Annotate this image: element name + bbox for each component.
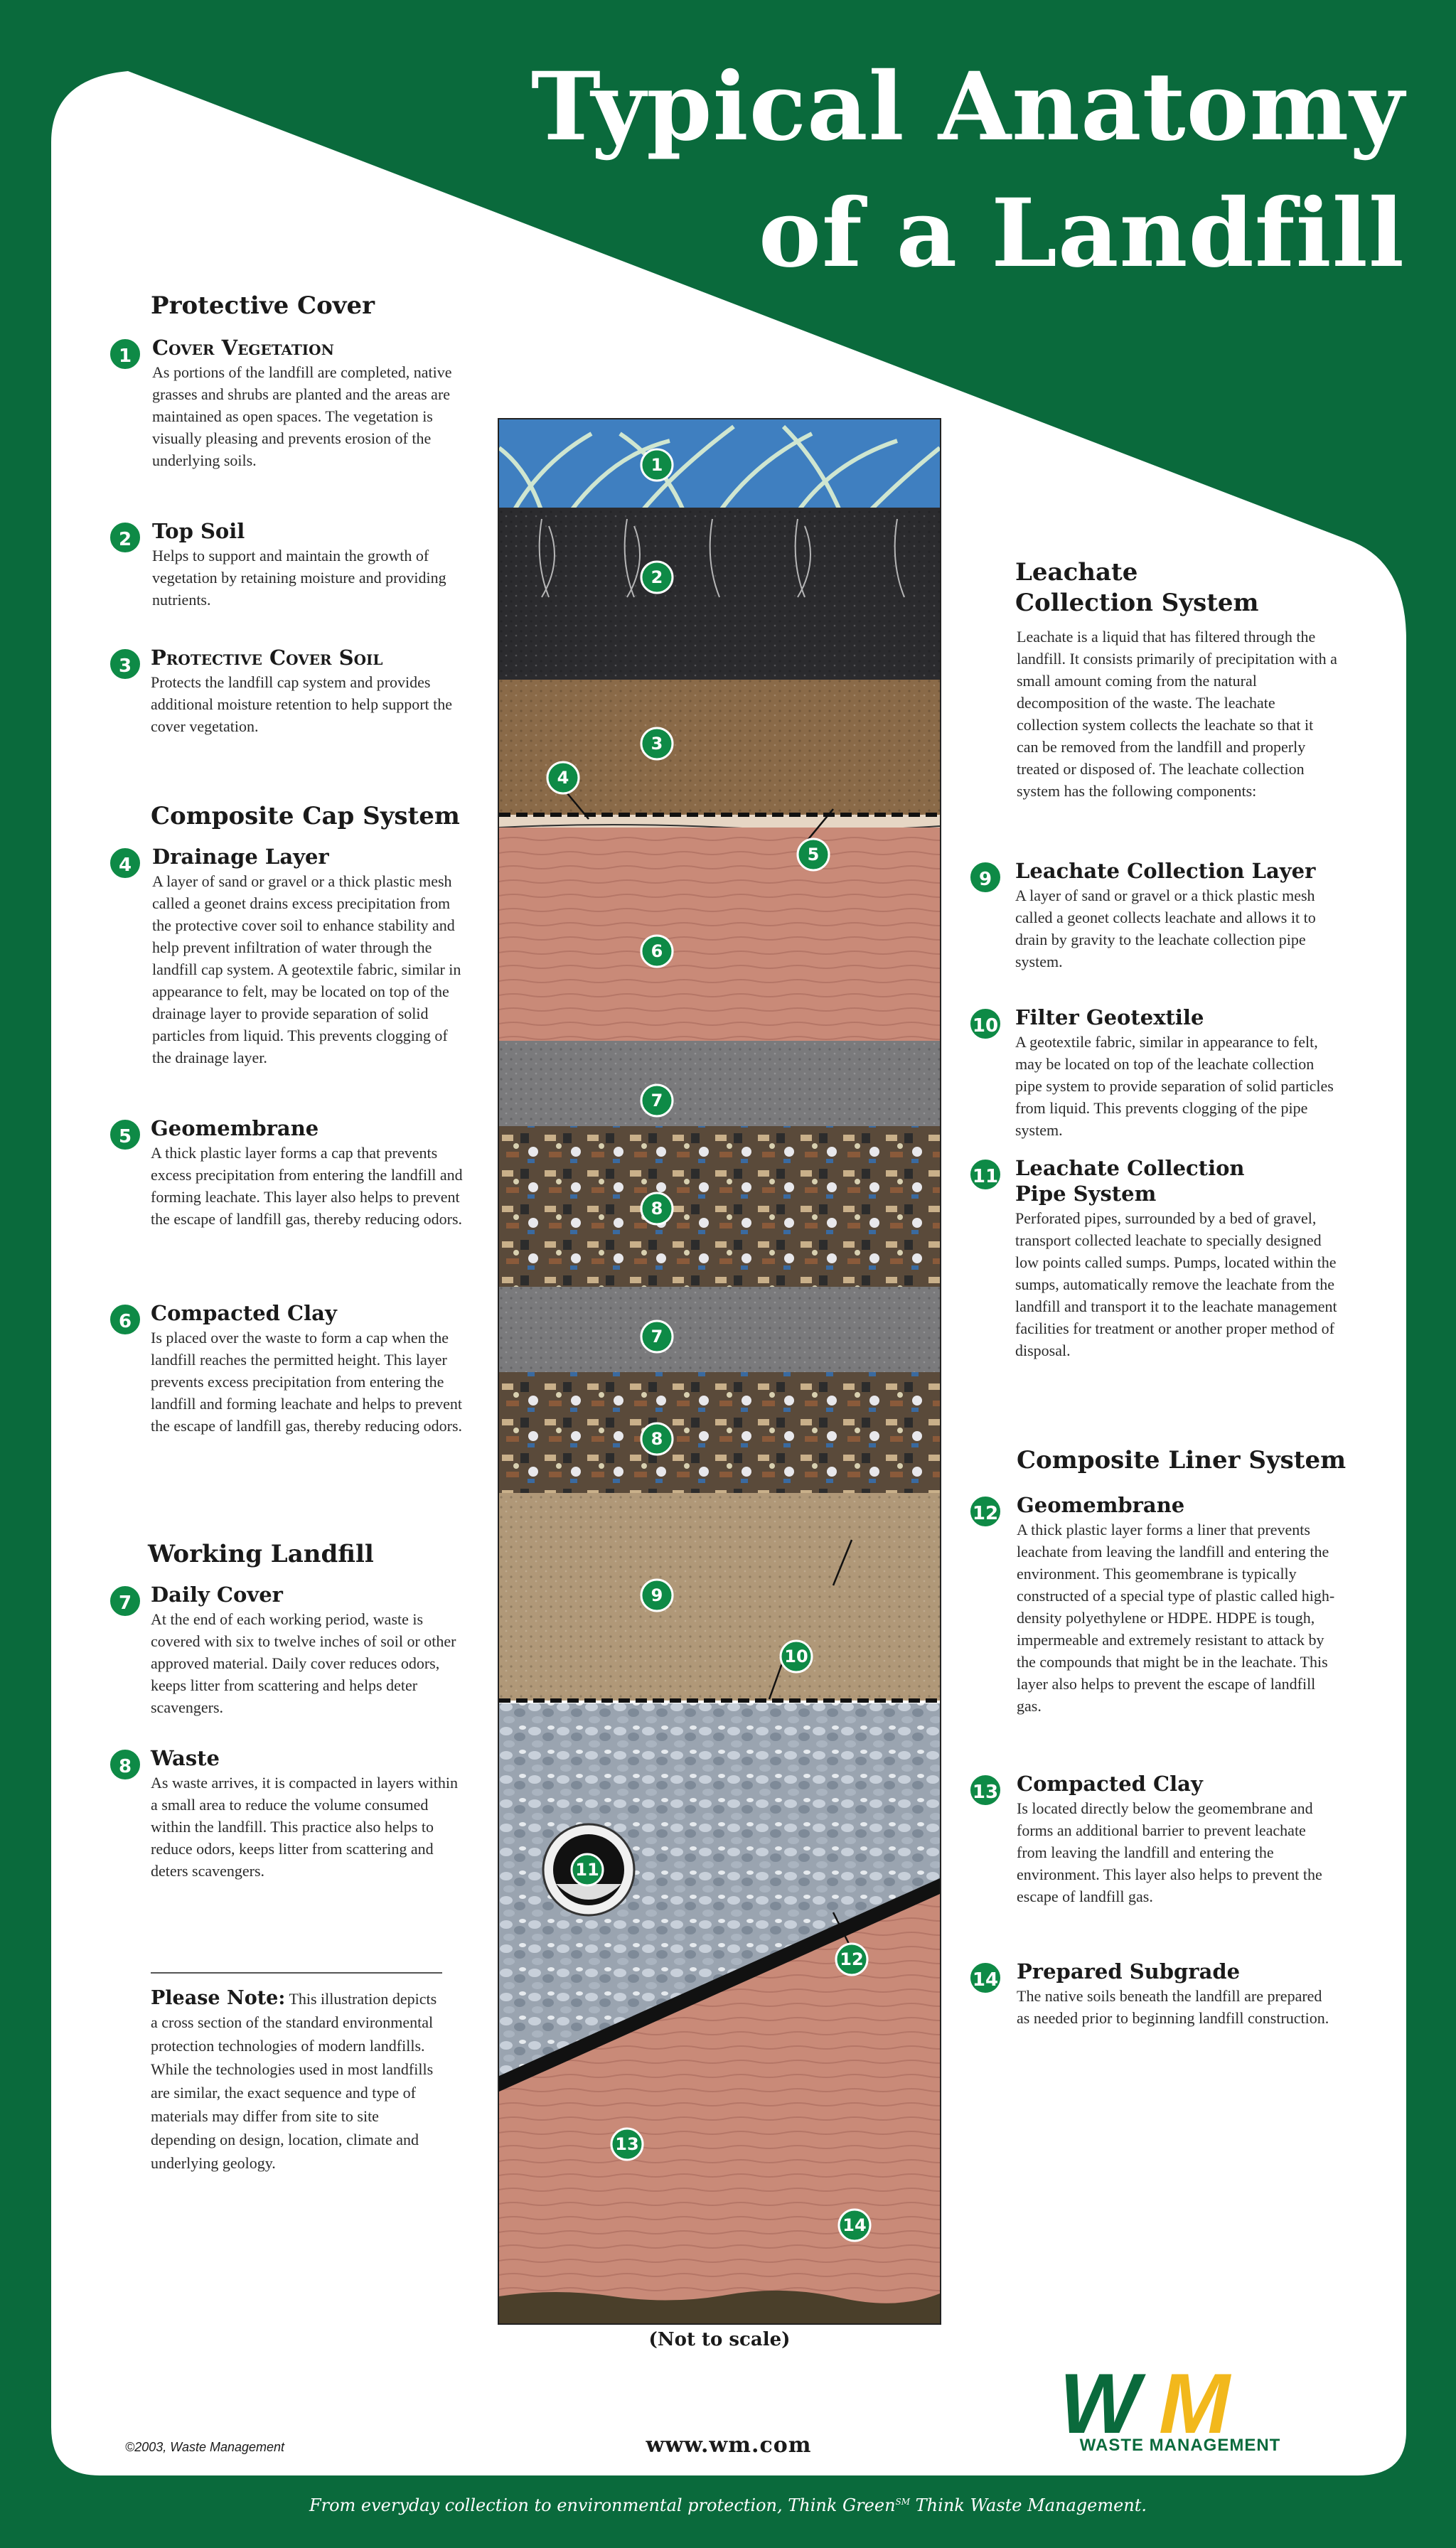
diagram-label-1 [641, 449, 673, 481]
layer-vegetation [499, 419, 940, 512]
diagram-label-14 [839, 2210, 870, 2241]
item-title: Protective Cover Soil [151, 646, 383, 670]
item-title: Top Soil [152, 519, 245, 543]
number-badge: 1 [108, 337, 142, 371]
svg-text:8: 8 [651, 1429, 663, 1449]
tagline-start: From everyday collection to environmental protection, Think Green [309, 2495, 896, 2515]
item-description: Is located directly below the geomembrane and forms an additional barrier to prevent leachate from leaving the landfill and entering the environment. This layer also helps to prevent the escape of landfill gas. [1017, 1799, 1322, 1905]
item-title-line-2: Pipe System [1015, 1182, 1157, 1206]
diagram-label-7 [641, 1321, 673, 1352]
svg-text:8: 8 [651, 1199, 663, 1219]
website-link[interactable]: www.wm.com [646, 2433, 812, 2458]
item-title: Drainage Layer [152, 845, 329, 869]
item-description: The native soils beneath the landfill are prepared as needed prior to beginning landfill construction. [1017, 1987, 1329, 2027]
item-description: Is placed over the waste to form a cap when the landfill reaches the permitted height. This layer prevents excess precipitation from entering the landfill and forming leachate and helps to prevent the escape of landfill gas, thereby reducing odors. [151, 1329, 463, 1435]
item-title: Geomembrane [1017, 1493, 1185, 1517]
legend-item-1 [108, 336, 456, 471]
item-title: Cover Vegetation [152, 336, 334, 360]
number-badge: 13 [968, 1773, 1002, 1807]
please-note [151, 1986, 442, 2175]
svg-text:9: 9 [651, 1585, 663, 1605]
number-badge: 8 [108, 1747, 142, 1782]
service-mark: SM [895, 2497, 911, 2507]
section-heading-composite-cap: Composite Cap System [151, 802, 460, 830]
svg-text:7: 7 [651, 1327, 663, 1347]
svg-text:12: 12 [840, 1949, 864, 1969]
item-description: A layer of sand or gravel or a thick plastic mesh called a geonet drains excess precipitation from the protective cover soil to enhance stability and help prevent infiltration of water through the landfill cap system. A geotextile fabric, similar in appearance to felt, may be located on top of the drainage layer to provide separation of solid particles from liquid. This prevents clogging of the drainage layer. [152, 872, 461, 1066]
page-title [531, 44, 1405, 297]
cross-section-svg [499, 419, 940, 2323]
title-line-2: of a Landfill [758, 178, 1405, 289]
svg-text:6: 6 [651, 941, 663, 961]
section-heading-composite-liner: Composite Liner System [1017, 1446, 1347, 1474]
number-badge: 5 [108, 1118, 142, 1152]
section-heading-protective-cover: Protective Cover [151, 291, 375, 320]
svg-text:13: 13 [615, 2134, 639, 2154]
svg-text:14: 14 [842, 2215, 867, 2235]
number-badge: 6 [108, 1302, 142, 1337]
item-title: Waste [151, 1746, 220, 1770]
svg-text:1: 1 [651, 455, 663, 475]
number-badge: 3 [108, 647, 142, 681]
number-badge: 2 [108, 520, 142, 555]
diagram-label-2 [641, 562, 673, 593]
divider [151, 1972, 442, 1974]
svg-text:11: 11 [575, 1860, 599, 1880]
heading-line-2: Collection System [1015, 589, 1259, 617]
diagram-label-12 [836, 1944, 867, 1975]
diagram-label-7 [641, 1085, 673, 1116]
legend-item-8 [108, 1746, 464, 1882]
item-description: As portions of the landfill are completed, native grasses and shrubs are planted and the areas are maintained as open spaces. The vegetation is visually pleasing and prevents erosion of the underlying soils. [152, 363, 452, 469]
note-text: This illustration depicts a cross section of the standard environmental protection technologies of modern landfills. While the technologies used in most landfills are similar, the exact sequence and type of materials may differ from site to site depending on design, location, climate and underlying geology. [151, 1990, 437, 2172]
item-title: Compacted Clay [151, 1301, 337, 1325]
diagram-label-10 [781, 1641, 812, 1672]
item-description: As waste arrives, it is compacted in layers within a small area to reduce the volume consumed within the landfill. This practice also helps to reduce odors, keeps litter from scattering and deters scavengers. [151, 1774, 458, 1880]
svg-text:10: 10 [784, 1647, 808, 1666]
tagline-end: Think Waste Management. [910, 2495, 1147, 2515]
diagram-label-8 [641, 1193, 673, 1224]
legend-item-4 [108, 845, 464, 1069]
item-description: A thick plastic layer forms a liner that prevents leachate from leaving the landfill and entering the environment. This geomembrane is typically constructed of a special type of plastic called high-density polyethylene or HDPE. HDPE is tough, impermeable and extremely resistant to attack by the compounds that might be in the leachate. This layer also helps to prevent the escape of landfill gas. [1017, 1521, 1335, 1715]
number-badge: 4 [108, 846, 142, 880]
tagline [0, 2495, 1456, 2515]
section-heading-leachate-collection [1015, 557, 1259, 619]
item-description: A thick plastic layer forms a cap that prevents excess precipitation from entering the landfill and forming leachate. This layer also helps to prevent the escape of landfill gas, thereby reducing odors. [151, 1144, 463, 1228]
number-badge: 11 [968, 1157, 1002, 1192]
note-label: Please Note: [151, 1987, 286, 2009]
diagram-label-6 [641, 936, 673, 967]
logo-letters: W [1059, 2362, 1135, 2451]
legend-item-6 [108, 1301, 464, 1437]
logo-wordmark: WASTE MANAGEMENT [1079, 2436, 1281, 2455]
svg-text:5: 5 [807, 845, 820, 864]
item-title: Daily Cover [151, 1583, 283, 1607]
legend-item-3 [108, 646, 456, 737]
diagram-label-13 [611, 2129, 643, 2160]
item-description: Helps to support and maintain the growth of vegetation by retaining moisture and providing nutrients. [152, 547, 446, 609]
item-description: A geotextile fabric, similar in appearance to felt, may be located on top of the leachate collection pipe system to provide separation of solid particles from liquid. This prevents clogging of the pipe system. [1015, 1033, 1334, 1139]
legend-item-13 [968, 1772, 1338, 1907]
diagram-label-8 [641, 1423, 673, 1455]
item-title: Geomembrane [151, 1116, 319, 1140]
svg-text:2: 2 [651, 567, 663, 587]
landfill-cross-section [498, 418, 941, 2325]
item-description: Perforated pipes, surrounded by a bed of gravel, transport collected leachate to specially designed low points called sumps. Pumps, located within the sumps, automatically remove the leachate from the landfill and transport it to the leachate management facilities for treatment or another proper method of disposal. [1015, 1209, 1337, 1359]
number-badge: 10 [968, 1007, 1002, 1041]
legend-item-9 [968, 859, 1338, 973]
diagram-label-5 [798, 839, 829, 870]
heading-line-1: Leachate [1015, 558, 1138, 587]
copyright: ©2003, Waste Management [125, 2440, 285, 2454]
number-badge: 12 [968, 1494, 1002, 1529]
diagram-label-9 [641, 1580, 673, 1611]
legend-item-5 [108, 1116, 464, 1230]
svg-text:7: 7 [651, 1091, 663, 1110]
item-title: Prepared Subgrade [1017, 1959, 1241, 1984]
svg-text:3: 3 [651, 734, 663, 754]
diagram-label-11 [572, 1854, 603, 1885]
legend-item-2 [108, 519, 464, 611]
number-badge: 14 [968, 1961, 1002, 1995]
title-line-1: Typical Anatomy [530, 52, 1405, 162]
legend-item-12 [968, 1493, 1338, 1717]
item-description: A layer of sand or gravel or a thick plastic mesh called a geonet collects leachate and allows it to drain by gravity to the leachate collection pipe system. [1015, 887, 1316, 970]
diagram-label-3 [641, 728, 673, 759]
legend-item-11 [968, 1156, 1338, 1361]
item-description: At the end of each working period, waste is covered with six to twelve inches of soil or other approved material. Daily cover reduces odors, keeps litter from scattering and helps deter scavengers. [151, 1610, 456, 1716]
item-title: Filter Geotextile [1015, 1005, 1204, 1029]
section-heading-working-landfill: Working Landfill [148, 1540, 374, 1568]
number-badge: 9 [968, 860, 1002, 894]
diagram-label-4 [547, 762, 579, 793]
item-title-line-1: Leachate Collection [1015, 1156, 1245, 1180]
legend-item-7 [108, 1583, 464, 1718]
svg-text:4: 4 [557, 768, 569, 788]
item-description: Protects the landfill cap system and provides additional moisture retention to help support the cover vegetation. [151, 673, 453, 735]
item-title: Leachate Collection Layer [1015, 859, 1316, 883]
leachate-intro: Leachate is a liquid that has filtered through the landfill. It consists primarily of precipitation with a small amount coming from the natural decomposition of the waste. The leachate collection system collects the leachate so that it can be removed from the landfill and properly treated or disposed of. The leachate collection system has the following components: [1017, 628, 1337, 800]
logo-letter-m: M [1159, 2362, 1224, 2451]
legend-item-10 [968, 1005, 1338, 1141]
item-title: Compacted Clay [1017, 1772, 1203, 1796]
not-to-scale-note: (Not to scale) [648, 2329, 791, 2350]
legend-item-14 [968, 1959, 1338, 2029]
number-badge: 7 [108, 1584, 142, 1618]
